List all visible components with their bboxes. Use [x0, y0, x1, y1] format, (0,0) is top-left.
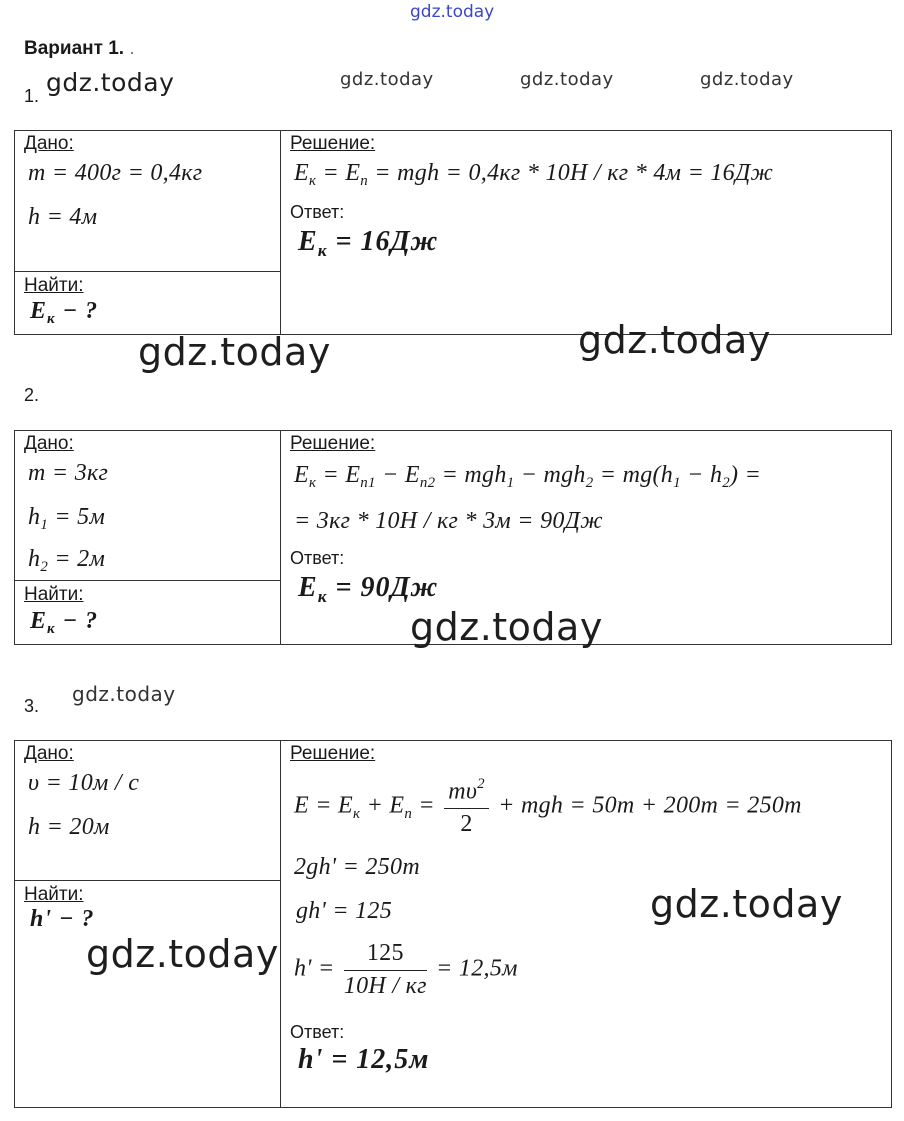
solution-line: $E_к = E_{п1} - E_{п2} = mgh_1 - mgh_2 = mg(h_1 - h_2)$ =	[294, 462, 762, 492]
given-line: $h_2 = 2м$	[28, 546, 106, 576]
solution-line: $E_к = E_п$ = mgh = 0,4кг * 10Н / кг * 4м = 16Дж	[294, 160, 774, 190]
solution-label: Решение:	[290, 133, 376, 154]
given-label: Дано:	[24, 433, 74, 454]
solution-line: gh' = 125	[296, 898, 393, 924]
watermark: gdz.today	[700, 69, 794, 90]
given-line: $h_1 = 5м$	[28, 504, 106, 534]
find-label: Найти:	[24, 884, 84, 905]
watermark-top: gdz.today	[410, 2, 495, 22]
given-line: m = 3кг	[28, 460, 109, 486]
solution-line: $E = E_к + E_п$ = $\frac{m\upsilon^2}{2}$ + mgh = 50m + 200m = 250m	[294, 776, 802, 838]
answer-expr: h' = 12,5м	[298, 1044, 430, 1075]
given-line: υ = 10м / с	[28, 770, 140, 796]
find-expr: h' − ?	[30, 906, 95, 932]
solution-line: 2gh' = 250m	[294, 854, 420, 880]
problem-number: 2.	[24, 385, 40, 405]
answer-expr: $E_к = 90Дж$	[298, 572, 439, 607]
watermark: gdz.today	[138, 330, 331, 374]
given-line: h = 4м	[28, 204, 98, 230]
answer-label: Ответ:	[290, 202, 345, 222]
solution-line: h' = $\frac{125}{10Н / кг}$ = 12,5м	[294, 940, 518, 999]
watermark: gdz.today	[578, 318, 771, 362]
watermark: gdz.today	[410, 605, 603, 649]
watermark: gdz.today	[46, 68, 175, 97]
watermark: gdz.today	[86, 932, 279, 976]
watermark: gdz.today	[340, 69, 434, 90]
find-expr: $E_к$ − ?	[30, 608, 99, 638]
solution-label: Решение:	[290, 743, 376, 764]
answer-label: Ответ:	[290, 548, 345, 568]
watermark: gdz.today	[650, 882, 843, 926]
watermark: gdz.today	[72, 682, 176, 706]
given-label: Дано:	[24, 743, 74, 764]
answer-label: Ответ:	[290, 1022, 345, 1042]
problem-number: 3.	[24, 696, 40, 716]
given-label: Дано:	[24, 133, 74, 154]
problem-number: 1.	[24, 86, 40, 106]
given-line: m = 400г = 0,4кг	[28, 160, 203, 186]
solution-line: = 3кг * 10Н / кг * 3м = 90Дж	[294, 508, 603, 534]
given-line: h = 20м	[28, 814, 110, 840]
watermark: gdz.today	[520, 69, 614, 90]
find-expr: $E_к$ − ?	[30, 298, 99, 328]
answer-expr: $E_к = 16Дж$	[298, 226, 439, 261]
variant-heading: Вариант 1. .	[24, 38, 135, 59]
find-label: Найти:	[24, 584, 84, 605]
solution-label: Решение:	[290, 433, 376, 454]
find-label: Найти:	[24, 275, 84, 296]
